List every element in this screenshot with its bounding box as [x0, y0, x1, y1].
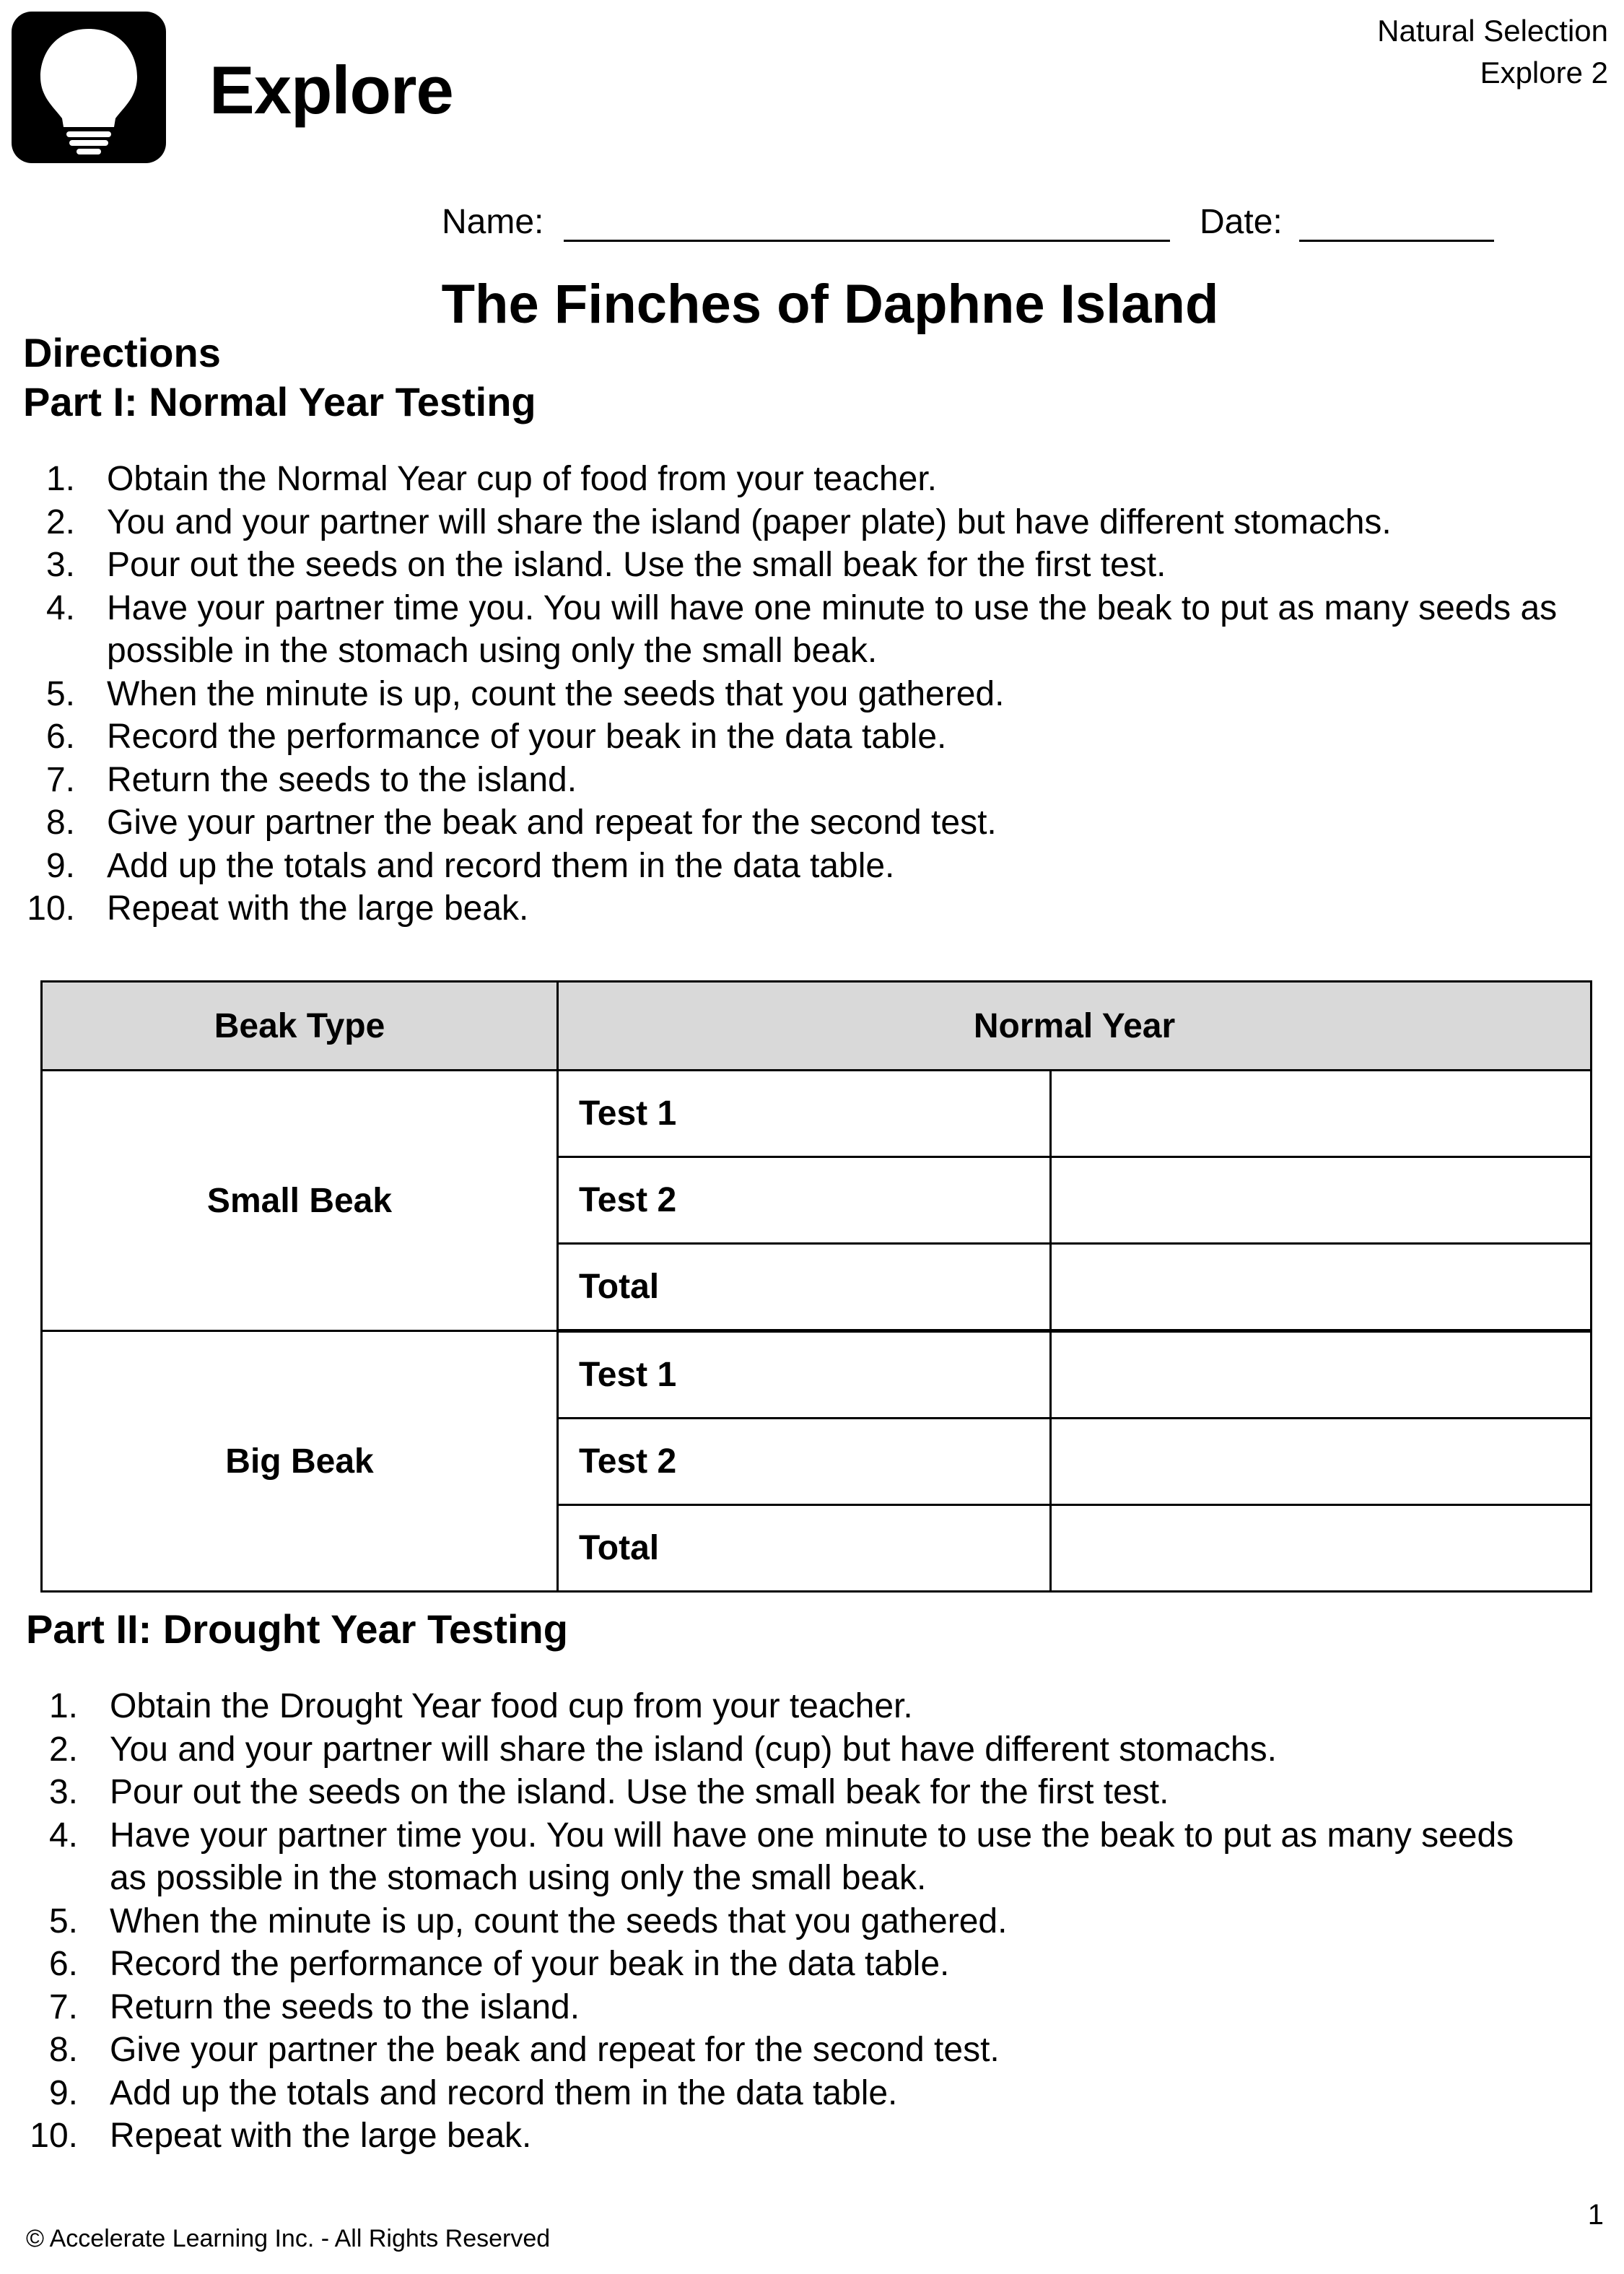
step [3, 1943, 1526, 1986]
step-number: 8. [45, 803, 75, 842]
step-number: 4. [45, 588, 75, 627]
step-text: Return the seeds to the island. [110, 1987, 580, 2026]
data-table [40, 980, 1592, 1593]
step-text: Obtain the Normal Year cup of food from your teacher. [107, 460, 937, 498]
step [3, 1986, 1526, 2029]
step-text: Repeat with the large beak. [110, 2117, 532, 2155]
step-text: Record the performance of your beak in the data table. [107, 718, 947, 756]
step [3, 1728, 1526, 1772]
column-header-normal-year: Normal Year [558, 982, 1592, 1071]
step-text: When the minute is up, count the seeds that you gathered. [107, 674, 1005, 713]
step-number: 2. [45, 502, 75, 541]
step-number: 7. [48, 1987, 78, 2026]
step [0, 501, 1602, 544]
step [3, 1814, 1526, 1900]
step [3, 1771, 1526, 1814]
beak-type-cell: Small Beak [42, 1071, 558, 1331]
lightbulb-logo [12, 12, 166, 163]
step-text: Pour out the seeds on the island. Use the small beak for the first test. [110, 1773, 1169, 1811]
step [0, 458, 1602, 501]
page-number: 1 [1587, 2199, 1604, 2231]
step-number: 1. [48, 1687, 78, 1725]
step [0, 887, 1602, 931]
step [3, 2072, 1526, 2115]
step [0, 845, 1602, 888]
value-cell[interactable] [1051, 1419, 1592, 1505]
step [0, 544, 1602, 587]
test-label-cell: Test 1 [558, 1331, 1051, 1419]
page-meta [1377, 10, 1608, 94]
directions-heading: Directions [23, 330, 221, 375]
step-number: 3. [48, 1773, 78, 1811]
step-number: 10. [30, 2117, 78, 2155]
step-text: Give your partner the beak and repeat for the second test. [107, 803, 997, 842]
step-number: 7. [45, 760, 75, 799]
part2-steps [3, 1685, 1526, 2158]
step [0, 801, 1602, 845]
part1-steps [0, 458, 1602, 931]
step-text: Add up the totals and record them in the data table. [110, 2073, 898, 2112]
step-number: 5. [45, 674, 75, 713]
step-number: 9. [45, 846, 75, 885]
unit-name: Natural Selection [1377, 14, 1608, 48]
test-label-cell: Total [558, 1505, 1051, 1592]
table-header-row [42, 982, 1592, 1071]
beak-type-cell: Big Beak [42, 1331, 558, 1592]
step [3, 2114, 1526, 2158]
step [3, 2029, 1526, 2072]
step-text: When the minute is up, count the seeds that you gathered. [110, 1901, 1008, 1940]
value-cell[interactable] [1051, 1244, 1592, 1331]
part1-heading: Part I: Normal Year Testing [23, 379, 536, 424]
lesson-name: Explore 2 [1480, 56, 1608, 90]
name-field[interactable] [564, 208, 1170, 242]
step-text: Pour out the seeds on the island. Use the small beak for the first test. [107, 546, 1166, 584]
step-number: 6. [48, 1945, 78, 1983]
step [0, 715, 1602, 759]
date-row [1200, 202, 1494, 242]
test-label-cell: Total [558, 1244, 1051, 1331]
name-row [442, 202, 1199, 242]
step [0, 587, 1602, 673]
value-cell[interactable] [1051, 1071, 1592, 1157]
step-text: Return the seeds to the island. [107, 760, 577, 799]
step-number: 8. [48, 2031, 78, 2069]
value-cell[interactable] [1051, 1331, 1592, 1419]
copyright-footer: © Accelerate Learning Inc. - All Rights Reserved [26, 2225, 551, 2252]
step [3, 1685, 1526, 1728]
step-number: 4. [48, 1816, 78, 1855]
step-number: 2. [48, 1730, 78, 1769]
step-text: Have your partner time you. You will have one minute to use the beak to put as many seeds as possible in the stomach using only the small beak. [110, 1816, 1514, 1897]
step-number: 10. [27, 889, 75, 928]
step-number: 5. [48, 1901, 78, 1940]
value-cell[interactable] [1051, 1157, 1592, 1244]
step-number: 3. [45, 546, 75, 584]
step-text: Record the performance of your beak in the data table. [110, 1945, 950, 1983]
date-field[interactable] [1299, 208, 1494, 242]
page-title: The Finches of Daphne Island [441, 274, 1219, 335]
value-cell[interactable] [1051, 1505, 1592, 1592]
step-text: Give your partner the beak and repeat for the second test. [110, 2031, 1000, 2069]
step [0, 673, 1602, 716]
step-number: 1. [45, 460, 75, 498]
step-text: You and your partner will share the island (paper plate) but have different stomachs. [107, 502, 1392, 541]
part2-heading: Part II: Drought Year Testing [26, 1606, 568, 1652]
column-header-beak-type: Beak Type [42, 982, 558, 1071]
table-row [42, 1071, 1592, 1157]
step [3, 1900, 1526, 1943]
step-text: Add up the totals and record them in the data table. [107, 846, 895, 885]
table-row [42, 1331, 1592, 1419]
step-text: Obtain the Drought Year food cup from your teacher. [110, 1687, 913, 1725]
brand-title: Explore [209, 52, 453, 128]
test-label-cell: Test 2 [558, 1157, 1051, 1244]
step-text: Repeat with the large beak. [107, 889, 529, 928]
test-label-cell: Test 2 [558, 1419, 1051, 1505]
lightbulb-icon [12, 12, 166, 163]
date-label: Date: [1200, 203, 1283, 241]
test-label-cell: Test 1 [558, 1071, 1051, 1157]
step-number: 9. [48, 2073, 78, 2112]
step-text: You and your partner will share the island (cup) but have different stomachs. [110, 1730, 1277, 1769]
name-label: Name: [442, 203, 544, 241]
step-text: Have your partner time you. You will have one minute to use the beak to put as many seeds as possible in the stomach using only the small beak. [107, 588, 1558, 670]
step [0, 759, 1602, 802]
step-number: 6. [45, 718, 75, 756]
